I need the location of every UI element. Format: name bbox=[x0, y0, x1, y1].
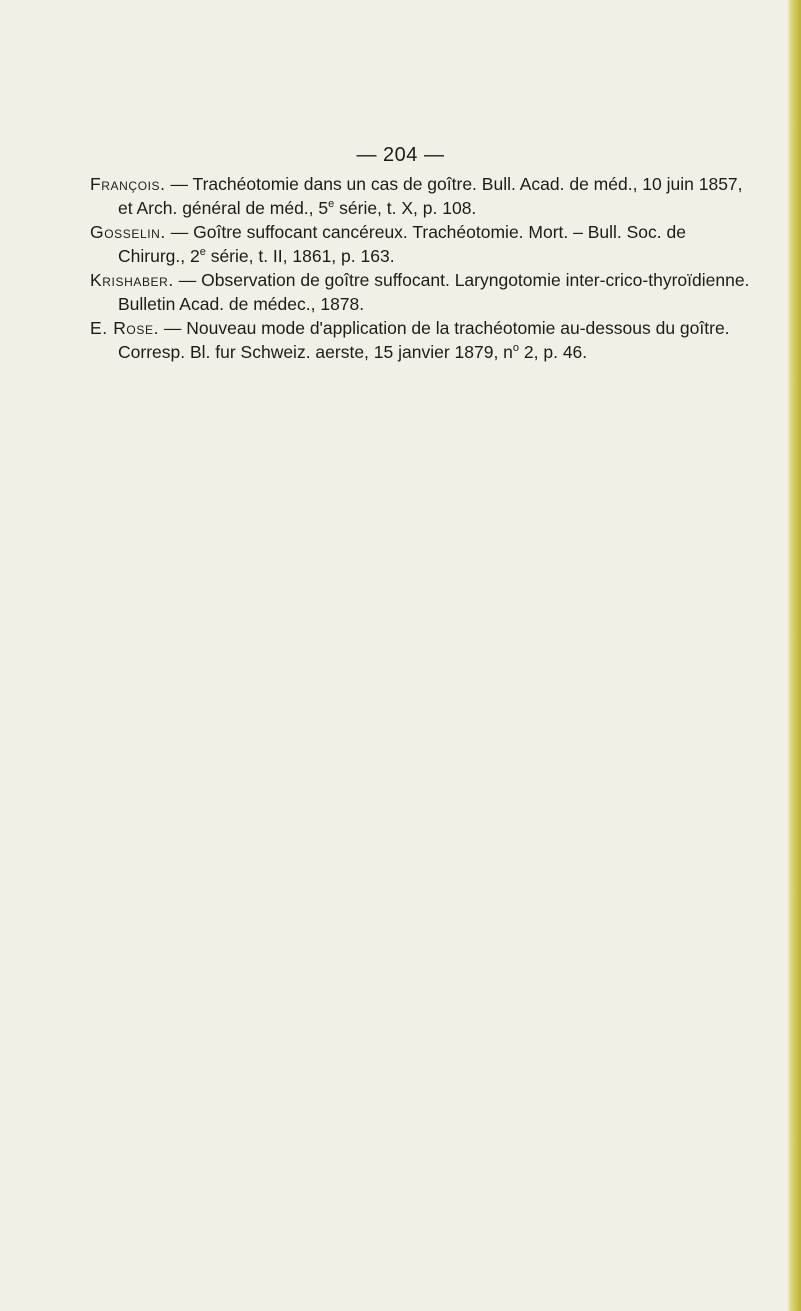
bibliography-list bbox=[90, 172, 750, 364]
bibliography-entry bbox=[90, 316, 750, 364]
entry-text-after: série, t. II, 1861, p. 163. bbox=[205, 246, 395, 266]
entry-text: — Goître suffocant cancéreux. Trachéotomie. Mort. – Bull. Soc. de Chirurg., 2 bbox=[118, 222, 686, 266]
page-number: — 204 — bbox=[356, 144, 445, 166]
entry-author: Krishaber. bbox=[90, 270, 174, 290]
bibliography-entry bbox=[90, 220, 750, 268]
entry-author: E. Rose. bbox=[90, 318, 160, 338]
entry-author: Gosselin. bbox=[90, 222, 166, 242]
entry-text: — Nouveau mode d'application de la trachéotomie au-dessous du goître. Corresp. Bl. fur Schweiz. aerste, 15 janvier 1879, n bbox=[118, 318, 730, 362]
bibliography-entry bbox=[90, 172, 750, 220]
page-edge-discoloration bbox=[787, 0, 801, 1311]
entry-text: — Observation de goître suffocant. Laryngotomie inter-crico-thyroïdienne. Bulletin Acad. de médec., 1878. bbox=[118, 270, 750, 314]
bibliography-entry bbox=[90, 268, 750, 316]
entry-superscript: e bbox=[328, 198, 335, 211]
entry-text-after: 2, p. 46. bbox=[519, 342, 588, 362]
entry-author: François. bbox=[90, 174, 166, 194]
entry-superscript: e bbox=[199, 246, 206, 259]
entry-text-after: série, t. X, p. 108. bbox=[334, 198, 477, 218]
entry-text: — Trachéotomie dans un cas de goître. Bull. Acad. de méd., 10 juin 1857, et Arch. général de méd., 5 bbox=[118, 174, 743, 218]
entry-superscript: o bbox=[512, 342, 520, 355]
